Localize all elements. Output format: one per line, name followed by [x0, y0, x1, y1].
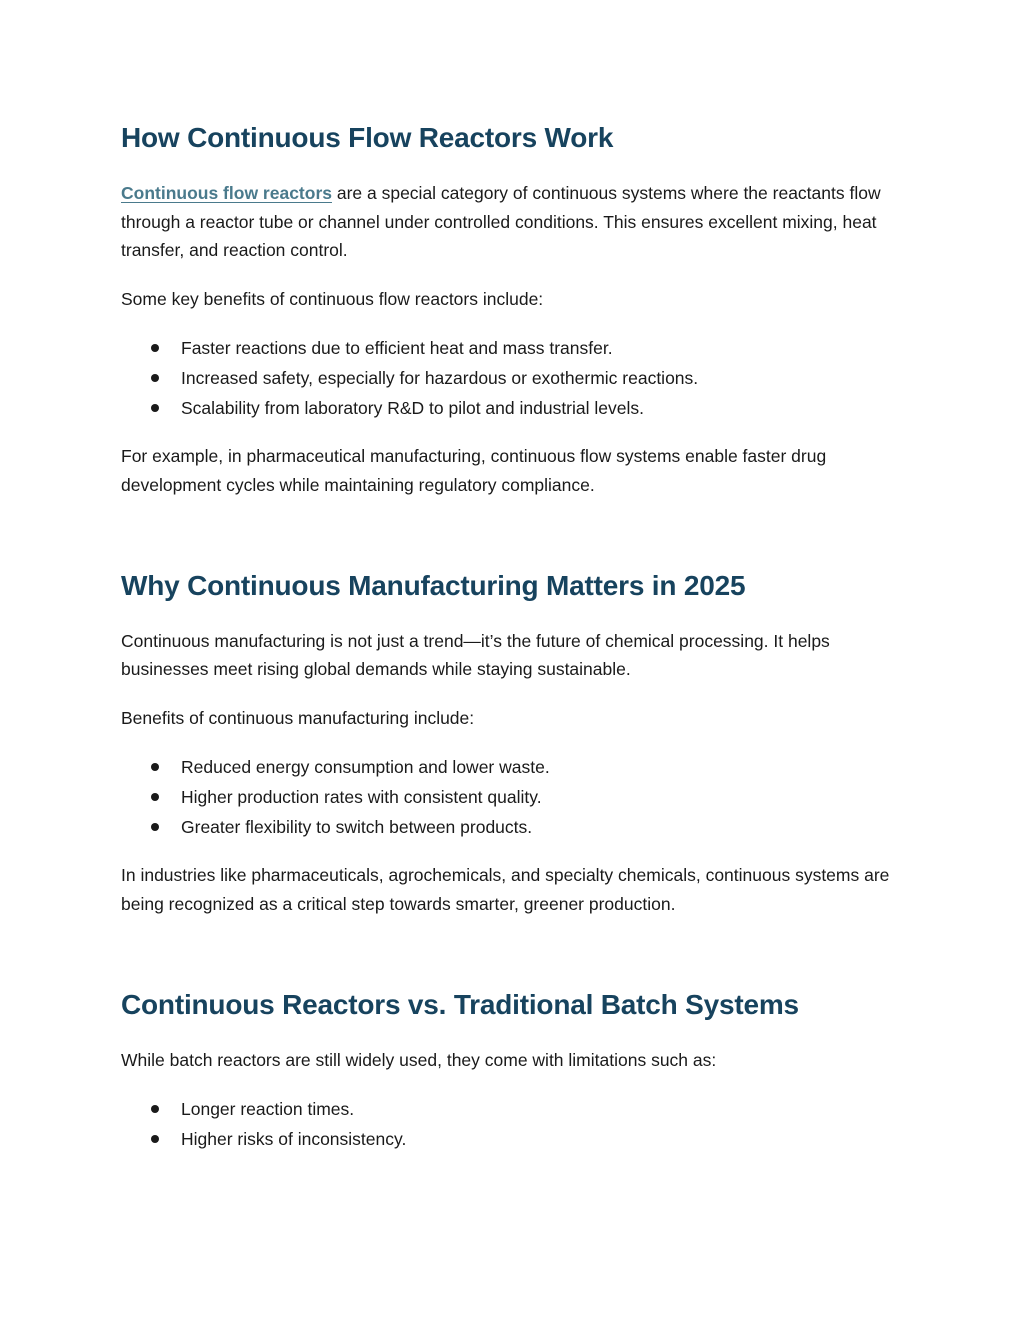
heading-flow-reactors: How Continuous Flow Reactors Work [121, 122, 614, 153]
list-item [121, 782, 911, 812]
paragraph-manufacturing-intro: Continuous manufacturing is not just a trend—it’s the future of chemical processing. It helps businesses meet rising global demands while staying sustainable. [121, 630, 830, 680]
paragraph-manufacturing-lead: Benefits of continuous manufacturing include: [121, 707, 475, 728]
section-reactors-vs-batch [121, 985, 911, 1155]
list-flow-reactor-benefits [121, 333, 911, 423]
link-continuous-flow-reactors[interactable]: Continuous flow reactors [121, 183, 332, 203]
bullet-icon [151, 1105, 159, 1113]
paragraph-manufacturing-closing: In industries like pharmaceuticals, agrochemicals, and specialty chemicals, continuous systems are being recognized as a critical step towards smarter, greener production. [121, 865, 890, 914]
list-item [121, 812, 911, 842]
bullet-icon [151, 1135, 159, 1143]
bullet-icon [151, 404, 159, 412]
bullet-icon [151, 793, 159, 801]
list-item-text: Faster reactions due to efficient heat and mass transfer. [181, 338, 613, 359]
bullet-icon [151, 374, 159, 382]
list-item-text: Scalability from laboratory R&D to pilot and industrial levels. [181, 398, 644, 419]
heading-reactors-vs-batch: Continuous Reactors vs. Traditional Batch Systems [121, 988, 799, 1020]
bullet-icon [151, 344, 159, 352]
paragraph-flow-reactors-closing: For example, in pharmaceutical manufacturing, continuous flow systems enable faster drug development cycles while maintaining regulatory compliance. [121, 446, 827, 495]
list-item [121, 1124, 911, 1154]
heading-continuous-manufacturing: Why Continuous Manufacturing Matters in 2025 [121, 569, 746, 601]
list-item-text: Higher risks of inconsistency. [181, 1129, 407, 1150]
list-item [121, 1094, 911, 1124]
paragraph-flow-reactors-lead: Some key benefits of continuous flow reactors include: [121, 288, 544, 309]
list-item-text: Greater flexibility to switch between products. [181, 817, 533, 838]
section-continuous-manufacturing [121, 566, 911, 919]
list-item-text: Increased safety, especially for hazardous or exothermic reactions. [181, 368, 699, 389]
list-item-text: Reduced energy consumption and lower waste. [181, 757, 550, 778]
list-item-text: Higher production rates with consistent quality. [181, 787, 542, 808]
list-item [121, 363, 911, 393]
list-batch-limitations [121, 1094, 911, 1154]
list-item [121, 752, 911, 782]
list-item [121, 393, 911, 423]
list-manufacturing-benefits [121, 752, 911, 842]
paragraph-flow-reactors-intro [121, 179, 911, 265]
list-item [121, 333, 911, 363]
bullet-icon [151, 763, 159, 771]
list-item-text: Longer reaction times. [181, 1099, 355, 1120]
section-flow-reactors [121, 118, 911, 500]
document-page [121, 118, 911, 1154]
bullet-icon [151, 823, 159, 831]
paragraph-flow-reactors-intro-text: are a special category of continuous systems where the reactants flow through a reactor tube or channel under controlled conditions. This ensures excellent mixing, heat transfer, and reaction control. [121, 183, 881, 261]
paragraph-batch-lead: While batch reactors are still widely used, they come with limitations such as: [121, 1049, 717, 1070]
